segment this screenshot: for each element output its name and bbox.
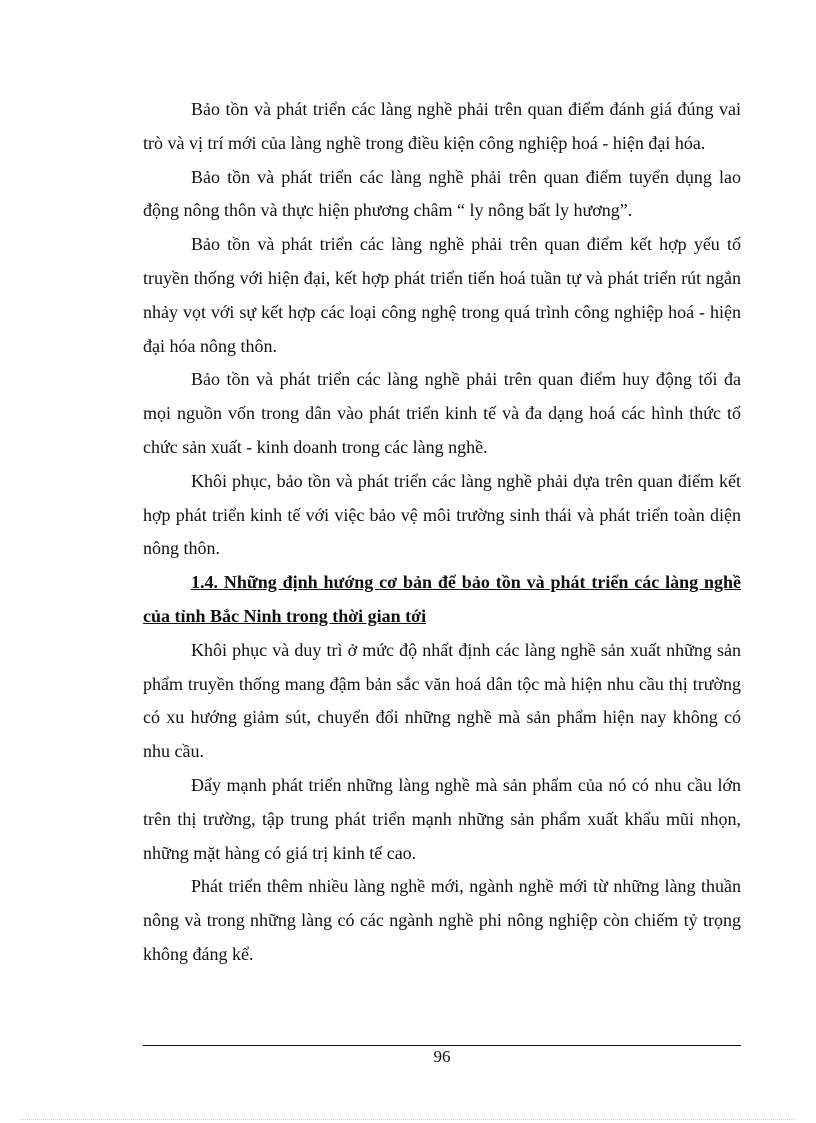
paragraph: Bảo tồn và phát triển các làng nghề phải trên quan điểm huy động tối đa mọi nguồn vốn trong dân vào phát triển kinh tế và đa dạng hoá các hình thức tổ chức sản xuất - kinh doanh trong các làng nghề. (143, 369, 741, 457)
paragraph: Khôi phục và duy trì ở mức độ nhất định các làng nghề sản xuất những sản phẩm truyền thống mang đậm bản sắc văn hoá dân tộc mà hiện nhu cầu thị trường có xu hướng giảm sút, chuyển đổi những nghề mà sản phẩm hiện nay không có nhu cầu. (143, 639, 741, 762)
page-bottom-edge (20, 1119, 796, 1120)
paragraph: Phát triển thêm nhiều làng nghề mới, ngành nghề mới từ những làng thuần nông và trong những làng có các ngành nghề phi nông nghiệp còn chiếm tỷ trọng không đáng kể. (143, 876, 741, 964)
page-body (143, 93, 741, 972)
paragraph: Khôi phục, bảo tồn và phát triển các làng nghề phải dựa trên quan điểm kết hợp phát triển kinh tế với việc bảo vệ môi trường sinh thái và phát triển toàn diện nông thôn. (143, 470, 741, 559)
paragraph: Bảo tồn và phát triển các làng nghề phải trên quan điểm kết hợp yếu tố truyền thống với hiện đại, kết hợp phát triển tiến hoá tuần tự và phát triển rút ngắn nhảy vọt với sự kết hợp các loại công nghệ trong quá trình công nghiệp hoá - hiện đại hóa nông thôn. (143, 234, 741, 356)
page-number: 96 (433, 1047, 451, 1066)
section-heading: 1.4. Những định hướng cơ bản để bảo tồn và phát triển các làng nghề của tỉnh Bắc Ninh trong thời gian tới (143, 572, 741, 626)
paragraph: Đẩy mạnh phát triển những làng nghề mà sản phẩm của nó có nhu cầu lớn trên thị trường, tập trung phát triển mạnh những sản phẩm xuất khẩu mũi nhọn, những mặt hàng có giá trị kinh tế cao. (143, 774, 741, 863)
paragraph: Bảo tồn và phát triển các làng nghề phải trên quan điểm tuyển dụng lao động nông thôn và thực hiện phương châm “ ly nông bất ly hương”. (143, 166, 741, 221)
paragraph: Bảo tồn và phát triển các làng nghề phải trên quan điểm đánh giá đúng vai trò và vị trí mới của làng nghề trong điều kiện công nghiệp hoá - hiện đại hóa. (143, 99, 741, 153)
